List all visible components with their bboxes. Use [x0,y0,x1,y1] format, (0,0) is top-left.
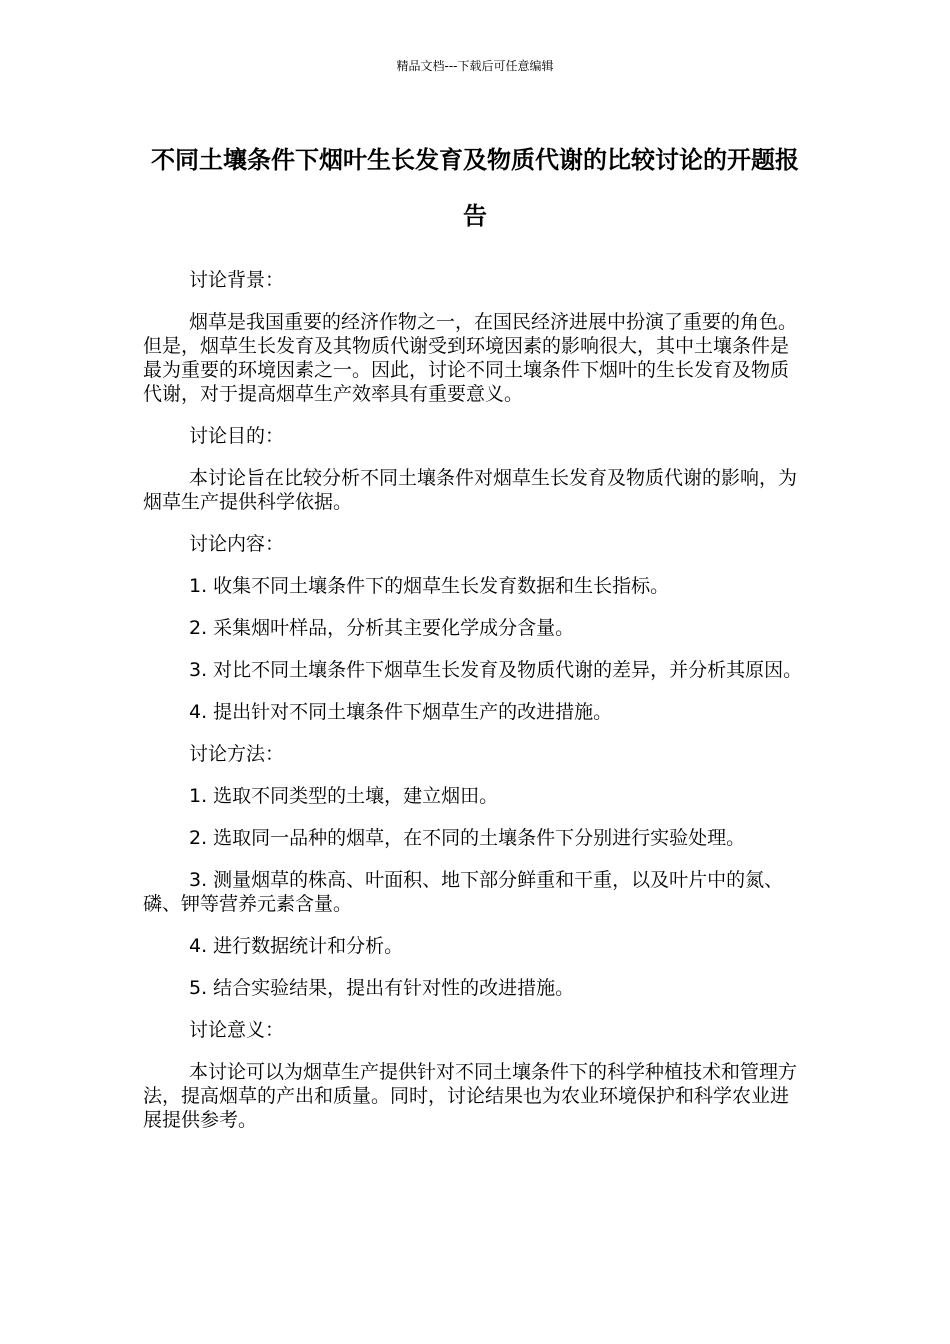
list-item-content-4: 4. 提出针对不同土壤条件下烟草生产的改进措施。 [189,701,613,723]
document-body [143,268,807,1132]
paragraph-significance: 本讨论可以为烟草生产提供针对不同土壤条件下的科学种植技术和管理方法，提高烟草的产出和质量。同时，讨论结果也为农业环境保护和科学农业进展提供参考。 [143,1061,798,1131]
list-item-method-4: 4. 进行数据统计和分析。 [189,935,404,957]
list-item-content-1: 1. 收集不同土壤条件下的烟草生长发育数据和生长指标。 [189,575,670,597]
list-item-method-1: 1. 选取不同类型的土壤，建立烟田。 [189,785,499,807]
paragraph-background: 烟草是我国重要的经济作物之一，在国民经济进展中扮演了重要的角色。但是，烟草生长发育及其物质代谢受到环境因素的影响很大，其中土壤条件是最为重要的环境因素之一。因此，讨论不同土壤条件下烟叶的生长发育及物质代谢，对于提高烟草生产效率具有重要意义。 [143,311,798,405]
section-heading-purpose: 讨论目的： [189,425,285,447]
list-item-method-5: 5. 结合实验结果，提出有针对性的改进措施。 [189,977,575,999]
list-item-content-2: 2. 采集烟叶样品，分析其主要化学成分含量。 [189,617,575,639]
paragraph-purpose: 本讨论旨在比较分析不同土壤条件对烟草生长发育及物质代谢的影响，为烟草生产提供科学依据。 [143,467,798,513]
section-heading-content: 讨论内容： [189,533,285,555]
list-item-content-3: 3. 对比不同土壤条件下烟草生长发育及物质代谢的差异，并分析其原因。 [189,659,803,681]
page-header: 精品文档---下载后可任意编辑 [396,59,554,73]
list-item-method-3: 3. 测量烟草的株高、叶面积、地下部分鲜重和干重，以及叶片中的氮、磷、钾等营养元素含量。 [143,869,784,915]
list-item-method-2: 2. 选取同一品种的烟草，在不同的土壤条件下分别进行实验处理。 [189,827,746,849]
section-heading-method: 讨论方法： [189,743,285,765]
document-title: 不同土壤条件下烟叶生长发育及物质代谢的比较讨论的开题报告 [151,146,799,230]
section-heading-significance: 讨论意义： [189,1019,285,1041]
section-heading-background: 讨论背景： [189,269,285,291]
